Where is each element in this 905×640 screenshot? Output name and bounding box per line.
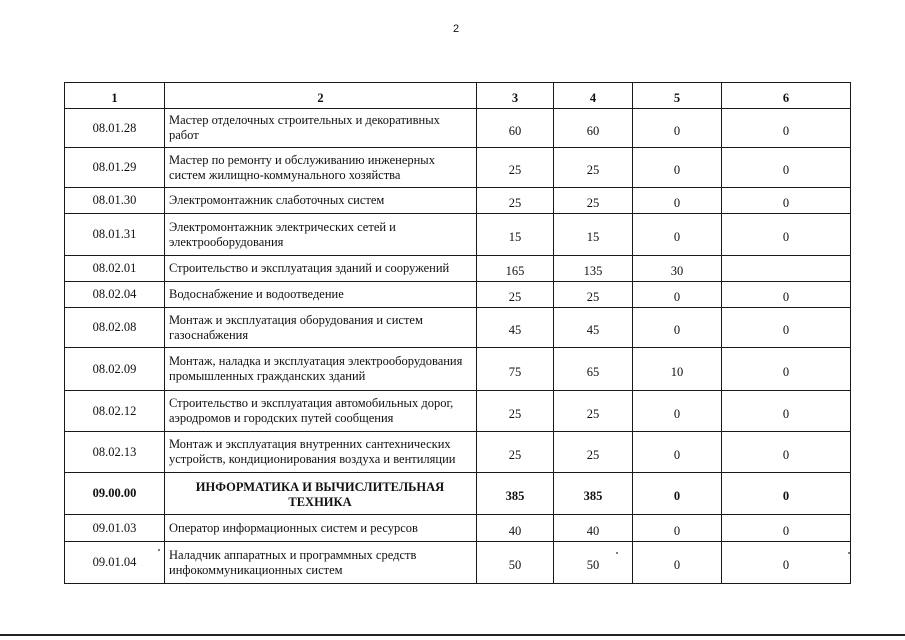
column-6-value: 0: [722, 348, 851, 391]
column-4-value: 25: [554, 282, 633, 308]
column-4-value: 25: [554, 391, 633, 432]
specialty-code: 08.01.29: [65, 148, 165, 188]
section-code: 09.00.00: [65, 473, 165, 515]
column-3-value: 60: [477, 109, 554, 148]
page-number: 2: [452, 23, 460, 35]
specialty-name: Оператор информационных систем и ресурсов: [165, 515, 477, 542]
column-3-value: 25: [477, 391, 554, 432]
column-5-value: 0: [633, 148, 722, 188]
table-row: [65, 188, 851, 214]
scan-speck: [848, 552, 850, 554]
specialty-code: 08.02.01: [65, 256, 165, 282]
specialty-code: 08.01.31: [65, 214, 165, 256]
specialty-name: Водоснабжение и водоотведение: [165, 282, 477, 308]
column-3-value: 75: [477, 348, 554, 391]
column-3-value: 165: [477, 256, 554, 282]
column-6-value: 0: [722, 188, 851, 214]
specialty-code: 08.01.30: [65, 188, 165, 214]
column-5-value: 0: [633, 391, 722, 432]
specialty-name: Мастер отделочных строительных и декоративных работ: [165, 109, 477, 148]
column-6-value: 0: [722, 391, 851, 432]
column-4-value: 135: [554, 256, 633, 282]
specialty-name: Монтаж и эксплуатация оборудования и систем газоснабжения: [165, 308, 477, 348]
column-header: 5: [633, 83, 722, 109]
column-3-value: 40: [477, 515, 554, 542]
specialty-name: Электромонтажник слаботочных систем: [165, 188, 477, 214]
column-3-value: 45: [477, 308, 554, 348]
column-5-value: 0: [633, 473, 722, 515]
scan-speck: [158, 549, 160, 551]
specialty-code: 08.02.13: [65, 432, 165, 473]
column-4-value: 385: [554, 473, 633, 515]
section-name: ИНФОРМАТИКА И ВЫЧИСЛИТЕЛЬНАЯ ТЕХНИКА: [165, 473, 477, 515]
table-row: [65, 432, 851, 473]
column-6-value: [722, 256, 851, 282]
column-6-value: 0: [722, 148, 851, 188]
column-3-value: 385: [477, 473, 554, 515]
column-5-value: 0: [633, 282, 722, 308]
table-row: [65, 148, 851, 188]
column-6-value: 0: [722, 109, 851, 148]
column-6-value: 0: [722, 214, 851, 256]
specialty-code: 08.02.09: [65, 348, 165, 391]
specialty-name: Мастер по ремонту и обслуживанию инженерных систем жилищно-коммунального хозяйства: [165, 148, 477, 188]
column-4-value: 15: [554, 214, 633, 256]
specialty-code: 08.01.28: [65, 109, 165, 148]
column-4-value: 25: [554, 432, 633, 473]
column-4-value: 50: [554, 542, 633, 584]
column-3-value: 25: [477, 282, 554, 308]
specialty-code: 08.02.08: [65, 308, 165, 348]
specialty-name: Монтаж и эксплуатация внутренних сантехнических устройств, кондиционирования воздуха и вентиляции: [165, 432, 477, 473]
column-3-value: 25: [477, 432, 554, 473]
column-4-value: 40: [554, 515, 633, 542]
table-row: [65, 109, 851, 148]
table-row: [65, 308, 851, 348]
table-row: [65, 542, 851, 584]
table-row: [65, 256, 851, 282]
specialty-name: Строительство и эксплуатация зданий и сооружений: [165, 256, 477, 282]
table-row: [65, 348, 851, 391]
table-header-row: [65, 83, 851, 109]
column-4-value: 25: [554, 188, 633, 214]
column-5-value: 0: [633, 542, 722, 584]
column-header: 4: [554, 83, 633, 109]
column-5-value: 0: [633, 188, 722, 214]
column-header: 6: [722, 83, 851, 109]
table-row: [65, 214, 851, 256]
column-6-value: 0: [722, 473, 851, 515]
column-4-value: 65: [554, 348, 633, 391]
column-6-value: 0: [722, 542, 851, 584]
column-6-value: 0: [722, 308, 851, 348]
column-6-value: 0: [722, 282, 851, 308]
specialty-code: 09.01.04: [65, 542, 165, 584]
column-5-value: 0: [633, 432, 722, 473]
column-header: 2: [165, 83, 477, 109]
column-header: 1: [65, 83, 165, 109]
column-5-value: 0: [633, 109, 722, 148]
specialty-code: 08.02.12: [65, 391, 165, 432]
table-row: [65, 391, 851, 432]
specialty-name: Строительство и эксплуатация автомобильных дорог, аэродромов и городских путей сообщения: [165, 391, 477, 432]
column-5-value: 0: [633, 308, 722, 348]
column-5-value: 10: [633, 348, 722, 391]
table-row: [65, 515, 851, 542]
specialty-name: Монтаж, наладка и эксплуатация электрооборудования промышленных гражданских зданий: [165, 348, 477, 391]
column-header: 3: [477, 83, 554, 109]
column-4-value: 25: [554, 148, 633, 188]
column-5-value: 0: [633, 515, 722, 542]
column-5-value: 0: [633, 214, 722, 256]
specialty-name: Наладчик аппаратных и программных средств инфокоммуникационных систем: [165, 542, 477, 584]
scan-speck: [616, 552, 618, 554]
column-6-value: 0: [722, 515, 851, 542]
section-row: [65, 473, 851, 515]
column-5-value: 30: [633, 256, 722, 282]
column-6-value: 0: [722, 432, 851, 473]
column-3-value: 15: [477, 214, 554, 256]
specialty-code: 08.02.04: [65, 282, 165, 308]
specialty-name: Электромонтажник электрических сетей и электрооборудования: [165, 214, 477, 256]
column-4-value: 45: [554, 308, 633, 348]
column-4-value: 60: [554, 109, 633, 148]
column-3-value: 25: [477, 148, 554, 188]
scan-edge-line: [0, 634, 905, 636]
specialties-table: [64, 82, 851, 584]
table-row: [65, 282, 851, 308]
column-3-value: 25: [477, 188, 554, 214]
specialty-code: 09.01.03: [65, 515, 165, 542]
column-3-value: 50: [477, 542, 554, 584]
